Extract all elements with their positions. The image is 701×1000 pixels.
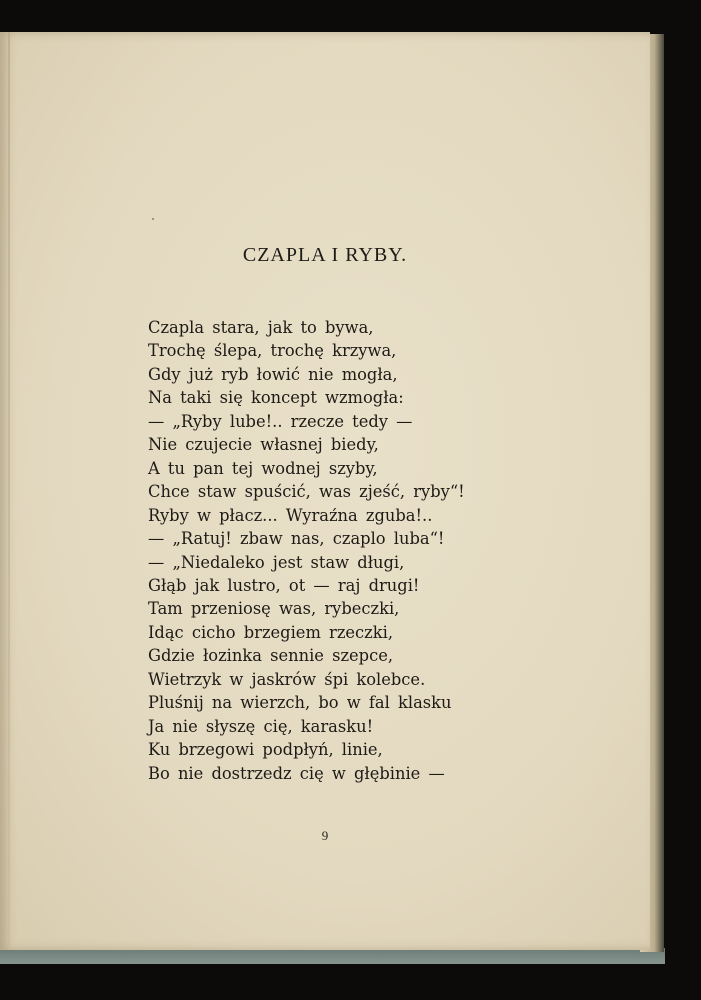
poem-line: Pluśnij na wierzch, bo w fal klasku (148, 693, 452, 713)
poem-line: Czapla stara, jak to bywa, (148, 318, 374, 337)
book-cover-edge (0, 948, 665, 964)
poem-line: — „Ratuj! zbaw nas, czaplo luba“! (148, 529, 445, 549)
poem-line: — „Niedaleko jest staw długi, (148, 552, 405, 572)
poem-line: Chce staw spuścić, was zjeść, ryby“! (148, 482, 465, 502)
poem-line: — „Ryby lube!.. rzecze tedy — (148, 411, 413, 431)
poem-line: Trochę ślepa, trochę krzywa, (148, 341, 397, 361)
page-number: 9 (321, 828, 329, 843)
poem-line: Gdzie łozinka sennie szepce, (148, 646, 394, 666)
poem-line: Nie czujecie własnej biedy, (148, 435, 379, 455)
poem-text (148, 316, 465, 785)
poem-line: Bo nie dostrzedz cię w głębinie — (148, 763, 445, 783)
poem-line: Głąb jak lustro, ot — raj drugi! (148, 575, 420, 595)
poem-line: Gdy już ryb łowić nie mogła, (148, 364, 398, 384)
paper-speck (152, 218, 154, 220)
poem-line: Tam przeniosę was, rybeczki, (148, 599, 400, 619)
poem-line: Ryby w płacz... Wyraźna zguba!.. (148, 505, 433, 525)
poem-line: Ja nie słyszę cię, karasku! (148, 716, 374, 736)
book-page (0, 32, 650, 950)
poem-line: Na taki się koncept wzmogła: (148, 388, 404, 408)
poem-title: CZAPLA I RYBY. (242, 244, 408, 266)
poem-line: Idąc cicho brzegiem rzeczki, (148, 622, 393, 642)
poem-line: Wietrzyk w jaskrów śpi kolebce. (148, 669, 426, 689)
poem-line: Ku brzegowi podpłyń, linie, (148, 740, 383, 760)
poem-line: A tu pan tej wodnej szyby, (148, 458, 378, 478)
